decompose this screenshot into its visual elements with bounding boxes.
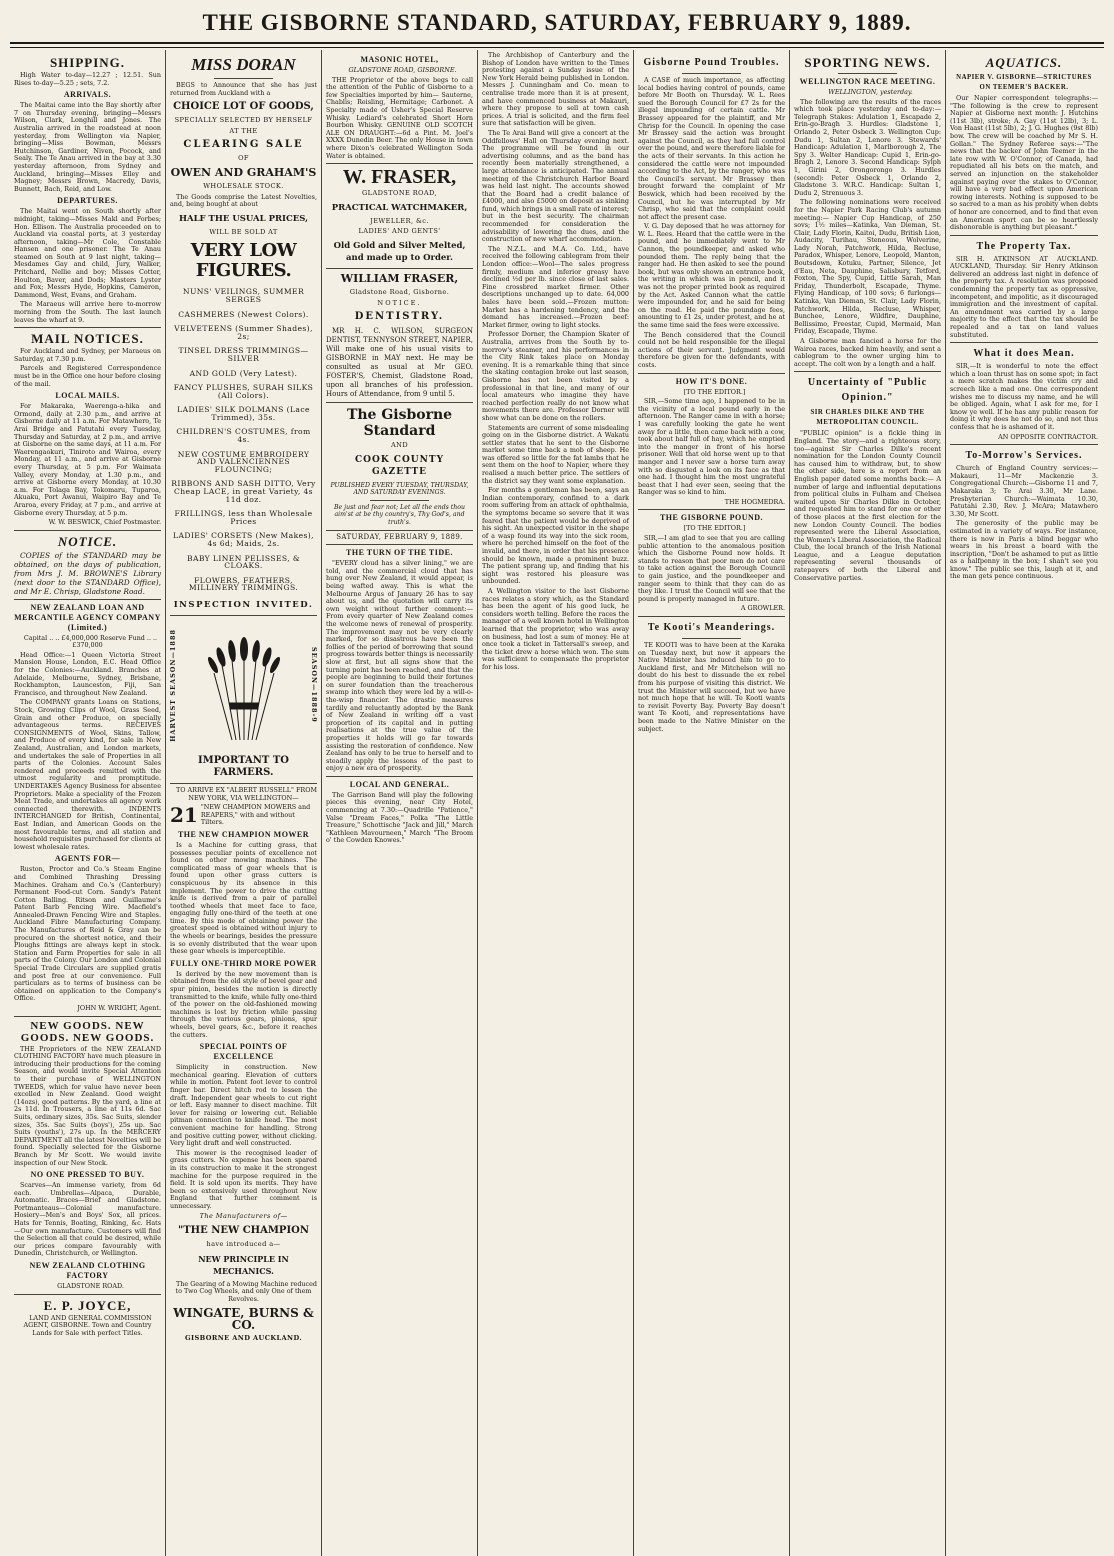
tide-heading: THE TURN OF THE TIDE. [346,548,453,558]
mean-signature: AN OPPOSITE CONTRACTOR. [998,432,1098,441]
divider [326,163,473,164]
masonic-text: THE Proprietor of the above begs to call the attention of the Public of Gisborne to a few Specialties imported by him— Sauterne, Chablis; Reisling, Hermitage; Carbonet. A Specialty made of Usher's Special Reserve Whisky. Lediard's celebrated Short Horn Bourbon Whisky. GENUINE OLD SCOTCH ALE ON DRAUGHT:—6d a Pint. M. Joel's XXXX Dunedin Beer. The only House in town where Dixon's celebrated Wellington Soda Water is obtained. [326,75,473,160]
divider [326,544,473,545]
pound-text: A CASE of much importance, as affecting local bodies having control of pounds, came before Mr Booth on Thursday. W. L. Rees sued the Borough Council for £7 2s for the illegal impounding of certain cattle. Mr Brassey appeared for the plaintiff, and Mr Chrisp for the Council. In opening the case Mr Brassey said the action was brought against the Council, as they had full control over the pound, and were therefore liable for the acts of their servants. In this action he considered the cattle were not impounded according to the Act, by the ranger, who was the Council's servant. Mr Brassey then brought forward the complaint of Mr Beswick, which had been received by the Council, but he was interrupted by Mr Chrisp, who said that the complaint could not affect the present case. [638,76,785,221]
goods-list [170,288,317,592]
sold-at-line: WILL BE SOLD AT [209,227,278,236]
champion-text: "NEW CHAMPION MOWERS and REAPERS," with and without Tilters. [200,803,311,827]
paper-subtitle: COOK COUNTY GAZETTE [355,454,444,477]
goods-item: FANCY PLUSHES, SURAH SILKS (All Colors). [173,383,314,400]
departures-heading: DEPARTURES. [57,196,118,206]
important-farmers-heading: IMPORTANT TO FARMERS. [198,754,289,778]
kooti-text: TE KOOTI was to have been at the Karaka on Tuesday next, but now it appears the Native Minister has induced him to go to Auckland first, and Mr Mitchelson will no doubt do his best to dissuade the ex rebel from his purpose of visiting this district. We trust the Minister will succeed, but we have not much hope that he will. Te Kooti wants to revisit Poverty Bay. Poverty Bay doesn't want Te Kooti, and representations have been made to the Native Minister on the subject. [638,641,785,733]
divider [326,530,473,531]
divider [326,268,473,269]
wheat-sheaf-icon [204,625,284,745]
aquatics-text: Our Napier correspondent telegraphs:— "The following is the crew to represent Napier at Gisborne next month: J. Hutchins (11st 3lb), stroke; A. Gay (11st 12lb), 3; L. Von Haast (11st 5lb), 2; J. G. Hughes (9st 8lb) bow. The crew will be coached by Mr S. H. Gollan." The Sydney Referee says:—"The news that the backer of John Teemer in the late row with W. O'Connor, of Canada, had repudiated all his bets on the match, and served an injunction on the stakeholder against paying over the stakes to O'Connor, will have a very bad effect upon American rowing interests. Nothing is supposed to be so sacred to a man as his probity when debts of honor are concerned, and to find that even an American sport can be so heartlessly dishonorable is anything but pleasant." [950,94,1098,232]
divider [950,235,1098,236]
goods-item: LADIES' CORSETS (New Makes), 4s 6d; Maids, 2s. [173,531,314,548]
divider [950,444,1098,445]
column-1 [10,50,166,1556]
joyce-heading: E. P. JOYCE, [43,1297,132,1313]
fraser-gold: Old Gold and Silver Melted, and made up to Order. [333,240,466,263]
goods-comprise-text: The Goods comprise the Latest Novelties, and, being bought at about [170,192,317,209]
special-heading: SPECIAL POINTS OF EXCELLENCE [199,1042,288,1062]
divider [14,530,161,531]
goods-item: AND GOLD (Very Latest). [189,368,298,378]
pound-text-3: The Bench considered that the Council could not be held responsible for the illegal actions of their servant. Judgment would therefore be given for the defendants, with costs. [638,330,785,369]
howit-heading: HOW IT'S DONE. [675,376,748,386]
services-text-2: The generosity of the public may be estimated in a variety of ways. For instance, there is now in Paris a blind beggar who wears in his breast a board with the inscription, "Don't be ashamed to put as little as a halfpenny in the box; I shan't see you know." The public see this, laugh at it, and the man gets pence continuous. [950,519,1098,581]
services-heading: To-Morrow's Services. [965,450,1083,462]
miss-doran-heading: MISS DORAN [191,55,296,74]
very-low-figures-heading: VERY LOW FIGURES. [190,240,297,282]
fraser-heading: W. FRASER, [342,166,457,189]
services-text: Church of England Country services:—Makauri, 11—Mr Mackenzie 3. Congregational Church:—Gisborne 11 and 7, Makaraka 3; Te Arai 3.30, Mr Lane. Presbyterian Church:—Waimata 10.30, Patutahi 2.30, Rev. J. McAra; Matawhero 3.30, Mr Scott. [950,464,1098,518]
inspection-heading: INSPECTION INVITED. [173,599,314,610]
manufacturers-line: The Manufacturers of— [199,1212,288,1221]
champion-count: 21 [170,802,198,827]
aquatics-sub: NAPIER V. GISBORNE—STRICTURES ON TEEMER'S BACKER. [956,74,1092,91]
dentistry-heading: DENTISTRY. [354,311,445,323]
at-the-line: AT THE [229,126,258,135]
divider [14,1294,161,1295]
goods-item: NUNS' VEILINGS, SUMMER SERGES [182,287,305,304]
nzl-signature: JOHN W. WRIGHT, Agent. [77,1004,161,1012]
half-prices-heading: HALF THE USUAL PRICES, [178,213,309,224]
harvest-right-label: SEASON—1888-9 [310,647,318,723]
factory-heading: NEW ZEALAND CLOTHING FACTORY [29,1261,146,1281]
tides-text: High Water to-day—12.27 ; 12.51. Sun Rises to-day—5.25 ; sets, 7.2. [14,71,161,87]
divider [170,615,317,616]
divider [326,402,473,403]
news-paragraph: The Archbishop of Canterbury and the Bishop of London have written to the Times protesting against a Sunday issue of the New York Herald being published in London. Messrs J. Cunningham and Co. mean to centralise trade more than it is at present, and have commenced business at Makauri, where they propose to sell at town cash prices. A trial is solicited, and the firm feel sure that satisfaction will be given. [482,51,629,128]
nzl-body: The COMPANY grants Loans on Stations, Stock, Growing Clips of Wool, Grass Seed, Grain and other Produce, on specially advantageous terms. RECEIVES CONSIGNMENTS of Wool, Skins, Tallow, and Produce of every kind, for sale in New Zealand, Australian, and London markets, and undertakes the sale of Properties in all parts of the Colonies. Account Sales rendered and proceeds remitted with the utmost regularity and promptitude. UNDERTAKES Agency Business for absentee Proprietors. Make a speciality of the Frozen Meat Trade, and undertakes all agency work connected therewith. INDENTS INTERCHANGED for British, Continental, East Indian, and American Goods on the most favourable terms, and all station and household requisites purchased for clients at lowest wholesale rates. [14,698,161,851]
howit-sub: [TO THE EDITOR.] [683,387,746,396]
departures-text: The Maitai went on South shortly after midnight, taking—Misses Makl and Forbes; Hon. Ellison. The Australia proceeded on to Auckland via coastal ports, at 3 yesterday afternoon, taking—Mr Cole, Constable Hansen and one prisoner. The Te Anau steamed on South at 9 last night, taking—Mesdames Gay and child, Jury, Walker, Pritchard, Nellie and boy; Misses Cotter, Houlton, Baver, and Dods; Masters Lyster and Fox; Messrs Hyde, Hopkins, Cameron, Dammond, West, Evans, and Graham. [14,207,161,299]
principle-heading: NEW PRINCIPLE IN MECHANICS. [198,1253,289,1276]
wingate-heading: WINGATE, BURNS & CO. [173,1306,314,1333]
mower-close-text: This mower is the recognised leader of grass cutters. No expense has been spared in its construction to make it the strongest machine for the purpose required in the field. It is sold upon its merits. They have been so extensively used throughout New England that further comment is unnecessary. [170,1148,317,1210]
notice-line: NOTICE. [377,298,422,307]
paper-date: SATURDAY, FEBRUARY 9, 1889. [336,532,463,541]
fraser-trade-2: JEWELLER, &c. [370,216,429,225]
races-text-2: The following nominations were received for the Napier Park Racing Club's autumn meeting:— Napier Cup Handicap, of 250 sovs; 1½ miles—Katinka, Van Dieman, St. Clair, Lady Florin, Kaitoi, Dudu, British Lion, Audacity, Turihau, Steneous, Wolverine, Lady Norah, Patchwork, Hilda, Recluse, Paradox, Whisper, Lenore, Leopold, Manton, Boutsdown, Kotuku, Partner, Silence, Jet d'Eau, Neta, Dauphine, Salisbury, Tetford, Foxton, The Spy, Cupid, Little Sarah, Man Friday, Thunderbolt, Escapade, Thyme. Flying Handicap, of 100 sovs; 6 furlongs—Katinka, Van Dieman, St. Clair, Lady Florin, Patchwork, Hilda, Recluse, Whisper, Bunchee, Lenore, Wildfire, Dauphine, Bellissimo, Freestar, Cupid, Mermaid, Man Friday, Escapade, Thyme. [794,198,941,336]
agents-heading: AGENTS FOR— [54,854,121,864]
paper-and: AND [390,441,409,450]
howit-text: SIR,—Some time ago, I happened to be in the vicinity of a local pound early in the afternoon. The Ranger came in with a horse; I was carefully looking the gate he went away for a little, then came back with a cow, took about half full of hay, which he emptied into the manger in front of his horse prisoner. Well that old horse went up to that manger and I never saw a horse turn away with so disgusted a look on its face as that one had. I thought him the most ungrateful beast that I had ever seen, seeing that the Ranger was so kind to him. [638,397,785,497]
mail-text-1: For Auckland and Sydney, per Maraeus on Saturday, at 7.30 p.m. [14,347,161,363]
arrive-text: TO ARRIVE EX "ALBERT RUSSELL" FROM NEW YORK, VIA WELLINGTON— [176,785,317,802]
masthead-rule [10,44,1104,48]
special-text: Simplicity in construction. New mechanical gearing. Elevation of cutters while in motion. Patent foot lever to control finger bar. Direct hitch rod to lessen the draft. Independent gear wheels to cut right or left. Easy manner to disect machine. Tilt lever for raising or lowering cut. Reliable pitman connection to knife head. The most convenient machine for handling. Strong and positive cutting power, without clicking. Very light draft and well constructed. [170,1063,317,1148]
owen-graham-heading: OWEN AND GRAHAM'S [170,165,317,179]
pound-text-2: V. G. Day deposed that he was attorney for W. L. Rees. Heard that the cattle were in the pound, and he immediately went to Mr Cannon, the poundkeeper, and asked who pounded them. The reply being that the ranger had. He then asked to see the pound book, but was only shown an entrance book, the writing in which was in pencil, and it was not the proper printed book as required by the Act. Asked Cannon what the cattle were impounded for, and he said for being on the road. He paid the poundage fees, amounting to £1 2s, under protest, and he at the same time said the fees were excessive. [638,222,785,329]
pound2-signature: A GROWLER. [740,604,785,613]
mower-text: Is a Machine for cutting grass, that possesses peculiar points of excellence not found on other mowing machines. The complicated mass of gear wheels that is found upon other grass cutters is conspicuous by its absence in this implement. The power to drive the cutting knife is derived from a pair of parallel toothed wheels that meet face to face, engaging fully one-third of the teeth at one time. By this mode of obtaining power the greatest speed is obtained without injury to the wheels or bearings, besides the pressure is so evenly distributed that the wear upon these gear wheels is imperceptible. [170,840,317,956]
mail-heading: MAIL NOTICES. [31,331,144,347]
divider [14,327,161,328]
pound-heading: Gisborne Pound Troubles. [643,57,780,68]
goods-item: VELVETEENS (Summer Shades), 2s; [174,324,313,341]
column-5 [634,50,790,1556]
column-7 [946,50,1102,1556]
goods-item: FLOWERS, FEATHERS, MILLINERY TRIMMINGS. [188,575,299,593]
local-general-text: The Garrison Band will play the following pieces this evening, near City Hotel, commencing at 7.30:—Quadrille "Patience," Valse "Dream Faces," Polka "The Little Treasure," Schottische "Jack and Jill," March "Kathleen Mavourneen," March "The Broom o' the Cowden Knowes." [326,790,473,845]
mail-signature: W. W. BESWICK, Chief Postmaster. [48,518,161,527]
news-paragraph: A Wellington visitor to the last Gisborne races relates a story which, as the Standard has been the agent of his good luck, he considers worth telling. Before the races the manager of a well known hotel in Wellington learned that the proprietor, who was away on business, had lost a sum of money. He at once took a ticket in Tattersall's sweep, and the ticket drew a horse which won. The sum was sufficient to compensate the proprietor for his loss. [482,586,629,671]
mean-heading: What it does Mean. [973,348,1075,360]
harvest-left-label: HARVEST SEASON—1888 [169,628,177,742]
goods-item: FRILLINGS, less than Wholesale Prices [174,509,313,526]
divider [326,776,473,777]
of-line: OF [238,154,249,163]
column-2 [166,50,322,1556]
mower-heading: THE NEW CHAMPION MOWER [177,829,310,839]
divider [214,78,273,79]
published-line: PUBLISHED EVERY TUESDAY, THURSDAY, AND SATURDAY EVENINGS. [330,481,469,497]
goods-item: RIBBONS AND SASH DITTO, Very Cheap LACE, in great Variety, 4s 11d doz. [171,479,316,504]
motto: Be just and fear not; Let all the ends thou aim'st at be thy country's, Thy God's, and truth's. [334,503,465,527]
nopressed-text: Scarves—An immense variety, from 6d each. Umbrellas—Alpaca, Durable, Automatic. Braces—Brief and Gladstone. Portmanteaus—Colonial manufacture. Hosiery—Men's and Boys' Sox, all prices. Hats for Tennis, Boating, Rinking, &c. Hats—Our own manufacture. Customers will find the Selection all that could be desired, while our prices compare favourably with Dunedin, Christchurch, or Wellington. [14,1181,161,1258]
divider [638,509,785,510]
divider [170,783,317,784]
divider [14,1016,161,1017]
wholesale-line: WHOLESALE STOCK. [203,181,284,190]
nzl-office: Head Office:—1 Queen Victoria Street Mansion House, London, E.C. Head Office for the Colonies:—Auckland. Branches at Adelaide, Melbourne, Sydney, Brisbane, Rockhampton, Launceston, Fiji, San Francisco, and throughout New Zealand. [14,650,161,697]
goods-item: NEW COSTUME EMBROIDERY AND VALENCIENNES FLOUNCING; [177,449,310,474]
goods-item: CASHMERES (Newest Colors). [178,309,309,319]
masonic-heading: MASONIC HOTEL, [360,55,439,64]
masonic-address: GLADSTONE ROAD, GISBORNE. [348,66,457,74]
doran-text: BEGS to Announce that she has just returned from Auckland with a [170,81,317,97]
goods-item: LADIES' SILK DOLMANS (Lace Trimmed), 35s. [177,405,310,422]
columns [10,50,1104,1556]
races-text: The following are the results of the races which took place yesterday and to-day:— Telegraph Stakes: Adulation 1, Escapade 2, Erin-go-Bragh 3. Hurdles: Gladstone 1, Orlando 2, Peter Osbeck 3. Wellington Cup: Dudu 1, Sultan 2, Lenore 3. Stewards' Handicap: Adulation 1, Marlborough 2, The Spy 3. Welter Handicap: Cupid 1, Erin-go-Bragh 2, Lenore 3. Second Handicap: Sylph 1, Girini 2, Orongorongo 3. Hurdles (second): Peter Osbeck 1, Orlando 2, Gladstone 3. W.R.C. Handicap: Sultan 1, Dudu 2, Strenuous 3. [794,97,941,197]
news-paragraph: The Te Arai Band will give a concert at the Oddfellows' Hall on Thursday evening next. The programme will be found in our advertising columns, and as the band has recently been materially strengthened, a large attendance is anticipated. The annual meeting of the Christchurch Harbor Board was held last night. The accounts showed that the Board had a credit balance of £4000, and also £5000 on deposit as sinking fund, which brings in a small rate of interest; but in the best security. The chairman recommended for consideration the advisability of lowering the dues, and the construction of new wharf accommodation. [482,128,629,244]
sporting-heading: SPORTING NEWS. [804,55,931,70]
pound2-text: SIR,—I am glad to see that you are calling public attention to the anomalous position which the Gisborne Pound now holds. It stands to reason that poor men do not care to take action against the Borough Council to gain justice, and the poundkeeper and ranger seem to think that they can do as they like. I trust the Council will see that the pound is properly managed in future. [638,534,785,603]
fraser2-heading: WILLIAM FRASER, [340,271,459,285]
divider [950,342,1098,343]
races-text-3: A Gisborne man fancied a horse for the Wairoa races, backed him heavily, and sent a cablegram to the owner urging him to accept. The colt won by a length and a half. [794,337,941,368]
divider [14,599,161,600]
nopressed-heading: NO ONE PRESSED TO BUY. [30,1170,145,1180]
column-6 [790,50,946,1556]
mail-text-2: Parcels and Registered Correspondence must be in the Office one hour before closing of the mail. [14,364,161,388]
goods-item: CHILDREN'S COSTUMES, from 4s. [176,427,311,445]
goods-item: BABY LINEN PELISSES, & CLOAKS. [186,553,301,571]
choice-heading: CHOICE LOT OF GOODS, [173,101,314,113]
fully-text: Is derived by the new movement than is obtained from the old style of bevel gear and spur pinion, besides the motion is directly transmitted to the knife, while fully one-third of the power on the old-fashioned mowing machines is lost by friction while passing through the various gears, pinions, spur wheels, bevel gears, &c., before it reaches the cutters. [170,969,317,1039]
notice-heading: NOTICE. [57,533,118,549]
newgoods-heading: NEW GOODS. NEW GOODS. NEW GOODS. [20,1019,155,1044]
aquatics-heading: AQUATICS. [985,55,1063,70]
divider [794,371,941,372]
joyce-text: LAND AND GENERAL COMMISSION AGENT, GISBORNE. Town and Country Lands for Sale with perfect Titles. [23,1313,152,1337]
paper-title: The Gisborne Standard [346,407,453,440]
column-4 [478,50,634,1556]
news-paragraph: Statements are current of some misdealing going on in the Gisborne district. A Wakatu settler states that he sent to the Gisborne market some time back a mob of sheep. He was offered so little for the fat lambs that he sent them on the hoof to Napier, where they realised a much better price. The settlers of the district say they want some explanation. [482,423,629,485]
fully-heading: FULLY ONE-THIRD MORE POWER [170,958,317,968]
fraser-address: GLADSTONE ROAD, [362,189,437,198]
divider [370,500,429,501]
local-mails-text: For Makaraka, Waerenga-a-hika and Ormond, daily at 2.30 p.m., and arrive at Gisborne daily at 11 a.m. For Matawhero, Te Arai Bridge and Patutahi every Tuesday, Thursday and Saturday, at 2 p.m., and arrive at Gisborne on the same days, at 11 a.m. For Waerengaokuri, Tiniroto and Wairoa, every Monday, at 11 a.m., and arrive at Gisborne every Thursday, at 5 p.m. For Waimata Valley, every Monday, at 1.30 p.m., and arrive at Gisborne every Monday, at 10.30 a.m. For Tolaga Bay, Tokomaru, Tuparoa, Akuaku, Port Awanui, Waipiro Bay and Te Araroa, every Friday, at 7 p.m., and arrive at Gisborne every Thursday, at 5 p.m. [14,402,161,517]
kooti-heading: Te Kooti's Meanderings. [647,622,776,633]
factory-sub: GLADSTONE ROAD. [57,1282,124,1291]
agents-text: Ruston, Proctor and Co.'s Steam Engine and Combined Thrashing Dressing Machines. Graham and Co.'s (Canterbury) Permanent Food-cut Corn. Sandy's Patent Cotton Balling. Ritson and Guillaume's Patent Barb Fencing Wire. Macfield's Annealed-Drawn Fencing Wire and Staples. Auckland Fibre Manufacturing Company. The Manufactures of Reid & Gray can be procured on the shortest notice, and their Ploughs fittings are always kept in stock. Station and Farm Properties for sale in all parts of the Colony. Our London and Colonial Special Trade Circulars are supplied gratis and post free at our convenience. Full particulars as to terms of business can be obtained on application to the Company's Office. [14,865,161,1003]
races-heading: WELLINGTON RACE MEETING. [799,77,936,86]
goods-item: TINSEL DRESS TRIMMINGS—SILVER [178,346,309,363]
pound2-sub: [TO THE EDITOR.] [683,524,746,533]
mean-text: SIR,—It is wonderful to note the effect which a loan thrust has on some spot; in fact a mere scratch makes the victim cry and screech like a mad one. One correspondent wishes me to discuss my name, and he will be obliged. Again, what I ask for me, for I know ye well. If he has any public reason for doing it why does he not do so, and not thus confess that he is ashamed of it. [950,362,1098,431]
harvest-emblem [170,619,317,751]
dentist-text: MR H. C. WILSON, SURGEON DENTIST, TENNYSON STREET, NAPIER, Will make one of his usual visits to GISBORNE in MAY next. He may be consulted as usual at Mr GEO. FOSTER'S, Chemist, Gladstone Road, upon all branches of his profession. Hours of Attendance, from 9 until 5. [326,327,474,399]
masthead-title: THE GISBORNE STANDARD, SATURDAY, FEBRUARY 9, 1889. [10,8,1104,44]
nzl-capital: Capital .. .. £4,000,000 Reserve Fund .. .. £370,000 [23,633,158,650]
gearing-text: The Gearing of a Mowing Machine reduced to Two Cog Wheels, and only One of them Revolves. [175,1279,317,1303]
fraser-watches: LADIES' AND GENTS' [358,227,441,236]
dilke-text: "PUBLIC opinion" is a fickle thing in England. The story—and a righteous story, too—against Sir Charles Dilke's recent nomination for the London County Council has caused him to withdraw, but, to show the other side, here is a report from an English paper dated some months back:— A number of large and influential deputations from political clubs in Fulham and Chelsea waited upon Sir Charles Dilke in October, and requested him to stand for one or other of those places at the first election for the new London County Council. The bodies represented were the Liberal Association, the Women's Liberal Association, the Radical Club, the local branch of the Irish National League, and a League deputation representing several thousands of ratepayers of both the Liberal and Conservative parties. [794,429,941,582]
pound2-heading: THE GISBORNE POUND. [659,513,764,523]
divider [638,373,785,374]
tax-text: SIR H. ATKINSON AT AUCKLAND. AUCKLAND, Thursday. Sir Henry Atkinson delivered an address last night in defence of the property tax. A resolution was proposed condemning the property tax as oppressive, incompetent, and impolitic, as it discouraged immigration and the investment of capital. An amendment was carried by a large majority to the effect that the tax should be repealed and a tax on land values substituted. [950,254,1098,339]
clearing-heading: CLEARING SALE [183,139,304,151]
champion-line [170,804,317,827]
tax-heading: The Property Tax. [976,240,1072,252]
nzl-heading: NEW ZEALAND LOAN AND MERCANTILE AGENCY COMPANY (Limited.) [14,602,161,632]
divider [682,638,741,639]
dilke-heading: Uncertainty of "Public Opinion." [807,377,928,404]
local-mails-heading: LOCAL MAILS. [55,391,120,401]
dilke-sub: SIR CHARLES DILKE AND THE METROPOLITAN COUNCIL. [810,409,925,427]
newgoods-text: THE Proprietors of the NEW ZEALAND CLOTHING FACTORY have much pleasure in introducing their productions for the coming Season, and would invite Special Attention to their purchase of WELLINGTON TWEEDS, which for value have never been excelled in New Zealand. Good weight (14ozs), good patterns. By the yard, a line at 2s 11d. In Trousers, a line at 11s 6d. Sac Suits, ordinary sizes, 35s. Sac Suits, slender sizes, 35s. Sac Suits (boys'), 25s up. Sac Suits (youths'), 27s up. In the MERCERY DEPARTMENT all the latest Novelties will be found. Specially selected for the Gisborne Branch by Mr Scott. We would invite inspection of our New Stock. [14,1044,161,1167]
fraser2-address: Gladstone Road, Gisborne. [349,287,450,296]
howit-signature: THE HOGMEDRA. [724,497,785,506]
news-paragraph: For months a gentleman has been, says an Indian contemporary, confined to a dark room suffering from an attack of ophthalmia, the symptoms became so severe that it was feared that the patient would be deprived of his sight. An unexpected visitor in the shape of a wasp found its way into the sick room, where he perched himself on the foot of the invalid, and there, in order that his presence should be known, made a prominent buzz. The patient sprang up, and finding that his sight was restored his pleasure was unbounded. [482,486,629,586]
tide-text: "EVERY cloud has a silver lining," we are told, and the commercial cloud that has hung over New Zealand, it would appear, is being wafted away. This is what the Melbourne Argus of January 26 has to say about us, and the quotation will carry its own weight without further comment:— From every quarter of New Zealand comes the welcome news of renewal of prosperity. The improvement may not be very clearly marked, for so disastrous have been the follies of the period of borrowing that sound progress towards better things is necessarily slow at first, but all signs show that the turning point has been reached, and that the people are beginning to build their fortunes on surer foundation than the treacherous swamp into which they were led by a will-o-the-wisp financier. The drastic measures tardily and reluctantly adopted by the Bank of New Zealand in writing off a vast proportion of its capital and in putting realisations at the true value of the properties it holds will go far towards assisting the restoration of confidence. New Zealand has only to be true to herself and to steadily apply the lessons of the past to enjoy a new era of prosperity. [326,559,473,773]
divider [682,73,741,74]
column-3 [322,50,478,1556]
fraser-trade: PRACTICAL WATCHMAKER, [331,202,468,213]
news-paragraph: Professor Dorner, the Champion Skater of Australia, arrives from the South by to-morrow's steamer, and his performances in the City Rink takes place on Monday evening. It is a remarkable thing that since the skating contagion broke out last season, Gisborne has not been visited by a professional in that line, and many of our local amateurs who imagine they have reached perfection really do not know what movements there are. Professor Dorner will show what can be done on the rollers. [482,330,629,422]
new-champion-heading: "THE NEW CHAMPION [178,1225,309,1237]
shipping-heading: SHIPPING. [49,55,126,70]
maraea-text: The Maraeus will arrive here to-morrow morning from the South. The last launch leaves the wharf at 9. [14,300,161,324]
wingate-sub: GISBORNE AND AUCKLAND. [184,1334,303,1343]
divider [838,73,897,74]
introduced-line: have introduced a— [206,1240,281,1249]
arrivals-heading: ARRIVALS. [63,90,112,100]
selected-line: SPECIALLY SELECTED BY HERSELF [174,116,313,125]
news-paragraph: The N.Z.L. and M.A. Co. Ltd., have received the following cablegram from their London office:—Wool—The sales progress firmly, medium and inferior greasy have declined ½d per lb. since close of last sales. Fine crossbred market firmer. Other descriptions unchanged up to date. 64,000 bales have been sold.—Frozen mutton: Market has a hardening tendency, and the demand has increased.—Frozen beef: Market firmer, owing to light stocks. [482,244,629,329]
arrivals-text: The Maitai came into the Bay shortly after 7 on Thursday evening, bringing—Messrs Wilson, Clark, Longhill and Jones. The Australia arrived in the roadstead at noon yesterday, from Wellington via Napier, bringing—Miss Bowman, Messrs Hutchinson, Gardiner, Niven, Pocock, and Sealy. The Te Anau arrived in the bay at 3.30 yesterday afternoon, from Sydney and Auckland, bringing—Misses Elley and Magney; Messrs Brown, Macredy, Davis, Bunnett, Bach, Reid, and Low. [14,101,161,193]
races-sub: WELLINGTON, yesterday. [828,88,913,96]
divider [638,616,785,617]
local-general-heading: LOCAL AND GENERAL. [349,779,450,789]
notice-text: COPIES of the STANDARD may be obtained, on the days of publication, from Mrs J. M. BROWNE'S Library (next door to the STANDARD Office), and Mr E. Chrisp, Gladstone Road. [14,550,161,596]
